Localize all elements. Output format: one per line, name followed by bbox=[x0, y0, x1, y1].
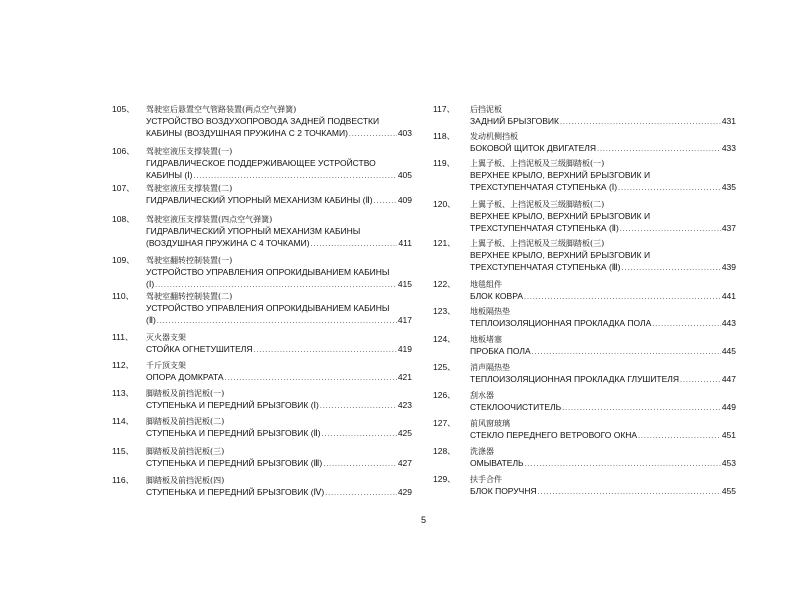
toc-entry-russian-title: ОПОРА ДОМКРАТА bbox=[146, 372, 224, 382]
dot-leader bbox=[538, 487, 721, 498]
toc-entry-chinese-title: 消声隔热垫 bbox=[470, 363, 510, 372]
toc-entry-link[interactable] bbox=[470, 458, 736, 470]
toc-entry-page-number: 443 bbox=[721, 318, 736, 328]
toc-entry-russian-title: ВЕРХНЕЕ КРЫЛО, ВЕРХНИЙ БРЫЗГОВИК И bbox=[470, 170, 651, 180]
toc-entry-chinese-title: 驾驶室翻转控制装置(二) bbox=[146, 292, 233, 301]
toc-entry-chinese-title: 驾驶室液压支撑装置(二) bbox=[146, 184, 233, 193]
toc-entry-chinese-title: 地板堵塞 bbox=[470, 335, 502, 344]
toc-entry-chinese-title: 前风窗玻璃 bbox=[470, 419, 510, 428]
toc-entry-page-number: 403 bbox=[397, 128, 412, 138]
toc-entry-link[interactable] bbox=[470, 486, 736, 498]
toc-entry-number: 128、 bbox=[433, 446, 456, 456]
dot-leader bbox=[560, 117, 721, 128]
toc-entry-russian-title: ГИДРАВЛИЧЕСКИЙ УПОРНЫЙ МЕХАНИЗМ КАБИНЫ (Ⅱ) bbox=[146, 195, 373, 205]
toc-entry-page-number: 415 bbox=[397, 279, 412, 289]
toc-entry-russian-title: УСТРОЙСТВО УПРАВЛЕНИЯ ОПРОКИДЫВАНИЕМ КАБИНЫ bbox=[146, 303, 390, 313]
toc-entry-link[interactable] bbox=[470, 116, 736, 128]
toc-entry-number: 121、 bbox=[433, 238, 456, 248]
toc-entry-page-number: 411 bbox=[398, 238, 412, 248]
toc-entry-number: 110、 bbox=[112, 291, 135, 301]
dot-leader bbox=[532, 347, 721, 358]
toc-entry-russian-title: СТУПЕНЬКА И ПЕРЕДНИЙ БРЫЗГОВИК (Ⅲ) bbox=[146, 458, 323, 468]
toc-entry-number: 114、 bbox=[112, 416, 135, 426]
toc-entry-number: 108、 bbox=[112, 214, 135, 224]
toc-entry-page-number: 447 bbox=[721, 374, 736, 384]
dot-leader bbox=[652, 319, 721, 330]
toc-entry-link[interactable] bbox=[470, 262, 736, 274]
toc-entry-page-number: 405 bbox=[397, 170, 412, 180]
toc-entry-page-number: 423 bbox=[397, 400, 412, 410]
toc-entry-russian-title: ЗАДНИЙ БРЫЗГОВИК bbox=[470, 116, 559, 126]
toc-entry-page-number: 441 bbox=[721, 291, 736, 301]
toc-entry-page-number: 455 bbox=[721, 486, 736, 496]
toc-entry-russian-title: СТУПЕНЬКА И ПЕРЕДНИЙ БРЫЗГОВИК (Ⅱ) bbox=[146, 428, 321, 438]
toc-entry-russian-title: ВЕРХНЕЕ КРЫЛО, ВЕРХНИЙ БРЫЗГОВИК И bbox=[470, 211, 651, 221]
toc-entry-chinese-title: 上翼子板、上挡泥板及三级脚踏板(二) bbox=[470, 200, 605, 209]
dot-leader bbox=[562, 403, 721, 414]
toc-entry-russian-title: СТОЙКА ОГНЕТУШИТЕЛЯ bbox=[146, 344, 253, 354]
toc-entry-russian-title: ГИДРАВЛИЧЕСКОЕ ПОДДЕРЖИВАЮЩЕЕ УСТРОЙСТВО bbox=[146, 158, 376, 168]
toc-entry-number: 111、 bbox=[112, 332, 134, 342]
toc-entry-chinese-title: 刮水器 bbox=[470, 391, 494, 400]
toc-entry-number: 109、 bbox=[112, 255, 135, 265]
toc-entry-chinese-title: 千斤顶支架 bbox=[146, 361, 186, 370]
toc-entry-page-number: 419 bbox=[397, 344, 412, 354]
dot-leader bbox=[525, 459, 721, 470]
toc-entry-link[interactable] bbox=[470, 223, 736, 235]
toc-entry-number: 116、 bbox=[112, 475, 135, 485]
toc-entry-link[interactable] bbox=[470, 291, 736, 303]
toc-entry-russian-title: ГИДРАВЛИЧЕСКИЙ УПОРНЫЙ МЕХАНИЗМ КАБИНЫ bbox=[146, 226, 361, 236]
toc-entry-number: 115、 bbox=[112, 446, 135, 456]
toc-entry-page-number: 433 bbox=[721, 143, 736, 153]
toc-entry-chinese-title: 驾驶室后悬置空气管路装置(两点空气弹簧) bbox=[146, 105, 297, 114]
toc-entry-russian-title: ТРЕХСТУПЕНЧАТАЯ СТУПЕНЬКА (Ⅱ) bbox=[470, 223, 619, 233]
toc-entry-russian-title: СТЕКЛООЧИСТИТЕЛЬ bbox=[470, 402, 562, 412]
toc-entry-number: 127、 bbox=[433, 418, 456, 428]
toc-entry-chinese-title: 驾驶室翻转控制装置(一) bbox=[146, 256, 233, 265]
toc-entry-chinese-title: 驾驶室液压支撑装置(一) bbox=[146, 147, 233, 156]
toc-entry-russian-title: (Ⅰ) bbox=[146, 279, 155, 289]
toc-entry-number: 106、 bbox=[112, 146, 135, 156]
toc-entry-russian-title: ТРЕХСТУПЕНЧАТАЯ СТУПЕНЬКА (Ⅰ) bbox=[470, 182, 618, 192]
toc-entry-russian-title: (Ⅱ) bbox=[146, 315, 156, 325]
toc-entry-number: 105、 bbox=[112, 104, 135, 114]
toc-entry-russian-title: КАБИНЫ (ВОЗДУШНАЯ ПРУЖИНА С 2 ТОЧКАМИ) bbox=[146, 128, 348, 138]
dot-leader bbox=[620, 224, 721, 235]
dot-leader bbox=[680, 375, 721, 386]
toc-entry-number: 119、 bbox=[433, 158, 456, 168]
toc-entry-chinese-title: 地毯组件 bbox=[470, 280, 502, 289]
toc-entry-number: 107、 bbox=[112, 183, 135, 193]
toc-entry-page-number: 427 bbox=[397, 458, 412, 468]
toc-entry-chinese-title: 后挡泥板 bbox=[470, 105, 502, 114]
toc-entry-chinese-title: 脚踏板及前挡泥板(一) bbox=[146, 389, 225, 398]
toc-entry-page-number: 431 bbox=[721, 116, 736, 126]
toc-entry-link[interactable] bbox=[470, 318, 736, 330]
toc-entry-number: 120、 bbox=[433, 199, 456, 209]
toc-entry-chinese-title: 灭火器支架 bbox=[146, 333, 186, 342]
toc-entry-page-number: 429 bbox=[397, 487, 412, 497]
toc-entry-chinese-title: 地板隔热垫 bbox=[470, 307, 510, 316]
toc-entry-page-number: 437 bbox=[721, 223, 736, 233]
toc-entry-chinese-title: 驾驶室液压支撑装置(四点空气弹簧) bbox=[146, 215, 273, 224]
toc-entry-russian-title: УСТРОЙСТВО УПРАВЛЕНИЯ ОПРОКИДЫВАНИЕМ КАБИНЫ bbox=[146, 267, 390, 277]
toc-entry-chinese-title: 洗涤器 bbox=[470, 447, 494, 456]
toc-entry-page-number: 449 bbox=[721, 402, 736, 412]
toc-entry-link[interactable] bbox=[470, 402, 736, 414]
toc-entry-russian-title: ТЕПЛОИЗОЛЯЦИОННАЯ ПРОКЛАДКА ПОЛА bbox=[470, 318, 652, 328]
dot-leader bbox=[597, 144, 721, 155]
toc-entry-chinese-title: 发动机侧挡板 bbox=[470, 132, 518, 141]
toc-entry-chinese-title: 扶手合件 bbox=[470, 475, 502, 484]
toc-entry-page-number: 409 bbox=[397, 195, 412, 205]
toc-entry-chinese-title: 上翼子板、上挡泥板及三级脚踏板(三) bbox=[470, 239, 605, 248]
toc-entry-russian-title: ПРОБКА ПОЛА bbox=[470, 346, 531, 356]
toc-entry-chinese-title: 脚踏板及前挡泥板(四) bbox=[146, 476, 225, 485]
dot-leader bbox=[638, 431, 721, 442]
toc-entry-number: 112、 bbox=[112, 360, 135, 370]
toc-entry-link[interactable] bbox=[470, 430, 736, 442]
toc-entry-page-number: 421 bbox=[397, 372, 412, 382]
toc-entry-number: 123、 bbox=[433, 306, 456, 316]
toc-entry-russian-title: (ВОЗДУШНАЯ ПРУЖИНА С 4 ТОЧКАМИ) bbox=[146, 238, 310, 248]
toc-entry-number: 124、 bbox=[433, 334, 456, 344]
toc-entry-chinese-title: 脚踏板及前挡泥板(三) bbox=[146, 447, 225, 456]
toc-entry-link[interactable] bbox=[470, 346, 736, 358]
toc-entry-russian-title: СТУПЕНЬКА И ПЕРЕДНИЙ БРЫЗГОВИК (Ⅳ) bbox=[146, 487, 325, 497]
toc-entry-russian-title: ТЕПЛОИЗОЛЯЦИОННАЯ ПРОКЛАДКА ГЛУШИТЕЛЯ bbox=[470, 374, 680, 384]
toc-entry-number: 113、 bbox=[112, 388, 135, 398]
dot-leader bbox=[524, 292, 721, 303]
toc-entry-russian-title: УСТРОЙСТВО ВОЗДУХОПРОВОДА ЗАДНЕЙ ПОДВЕСТКИ bbox=[146, 116, 380, 126]
toc-entry-page-number: 417 bbox=[397, 315, 412, 325]
toc-entry-russian-title: СТУПЕНЬКА И ПЕРЕДНИЙ БРЫЗГОВИК (Ⅰ) bbox=[146, 400, 319, 410]
dot-leader bbox=[618, 183, 721, 194]
toc-entry-page-number: 425 bbox=[397, 428, 412, 438]
toc-entry-chinese-title: 上翼子板、上挡泥板及三级脚踏板(一) bbox=[470, 159, 605, 168]
toc-entry-page-number: 451 bbox=[721, 430, 736, 440]
toc-entry-page-number: 439 bbox=[721, 262, 736, 272]
toc-entry-number: 129、 bbox=[433, 474, 456, 484]
toc-entry-page-number: 453 bbox=[721, 458, 736, 468]
toc-entry-russian-title: ВЕРХНЕЕ КРЫЛО, ВЕРХНИЙ БРЫЗГОВИК И bbox=[470, 250, 651, 260]
toc-entry-russian-title: БЛОК КОВРА bbox=[470, 291, 523, 301]
toc-entry-russian-title: КАБИНЫ (Ⅰ) bbox=[146, 170, 193, 180]
toc-entry-number: 118、 bbox=[433, 131, 456, 141]
toc-entry-link[interactable] bbox=[470, 374, 736, 386]
toc-entry-number: 125、 bbox=[433, 362, 456, 372]
toc-entry-number: 126、 bbox=[433, 390, 456, 400]
toc-entry-number: 122、 bbox=[433, 279, 456, 289]
toc-entry-russian-title: БЛОК ПОРУЧНЯ bbox=[470, 486, 537, 496]
toc-entry-russian-title: БОКОВОЙ ЩИТОК ДВИГАТЕЛЯ bbox=[470, 143, 596, 153]
toc-entry-page-number: 445 bbox=[721, 346, 736, 356]
toc-entry-number: 117、 bbox=[433, 104, 456, 114]
dot-leader bbox=[621, 263, 720, 274]
toc-entry-link[interactable] bbox=[470, 143, 736, 155]
toc-entry-russian-title: СТЕКЛО ПЕРЕДНЕГО ВЕТРОВОГО ОКНА bbox=[470, 430, 638, 440]
toc-entry-link[interactable] bbox=[470, 182, 736, 194]
toc-entry-russian-title: ОМЫВАТЕЛЬ bbox=[470, 458, 524, 468]
page-number: 5 bbox=[421, 515, 427, 525]
toc-entry-russian-title: ТРЕХСТУПЕНЧАТАЯ СТУПЕНЬКА (Ⅲ) bbox=[470, 262, 621, 272]
toc-entry-chinese-title: 脚踏板及前挡泥板(二) bbox=[146, 417, 225, 426]
toc-entry-page-number: 435 bbox=[721, 182, 736, 192]
